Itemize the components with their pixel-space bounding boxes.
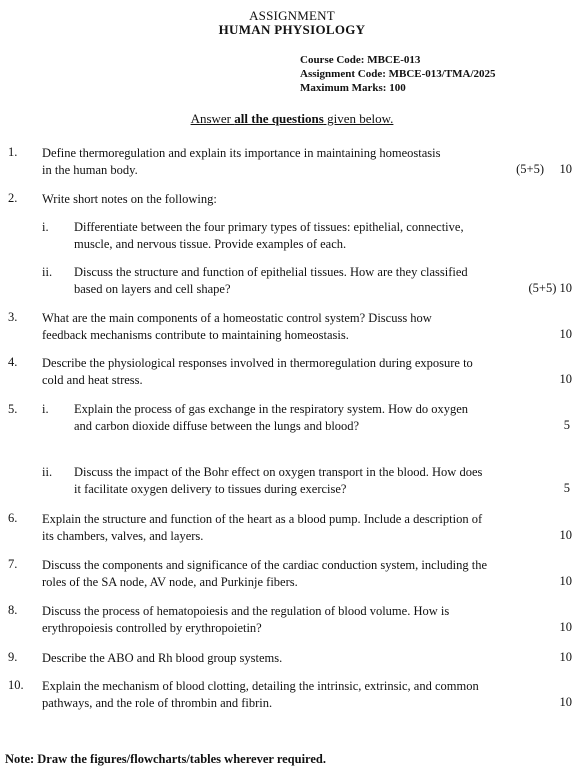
- question-number: 4.: [8, 355, 18, 369]
- question-5i-marks: 5: [563, 418, 570, 432]
- question-7-marks: 10: [559, 574, 572, 588]
- question-9-line1: Describe the ABO and Rh blood group systems.: [42, 651, 283, 665]
- question-3-marks: 10: [559, 327, 572, 341]
- question-9-marks: 10: [559, 650, 572, 664]
- subquestion-number: ii.: [42, 465, 53, 479]
- question-number: 10.: [8, 678, 24, 692]
- instruction: [0, 111, 584, 127]
- question-10-marks: 10: [559, 695, 572, 709]
- question-1-line2: in the human body.: [42, 163, 138, 177]
- course-title: HUMAN PHYSIOLOGY: [218, 22, 366, 37]
- question-10-line1: Explain the mechanism of blood clotting, detailing the intrinsic, extrinsic, and common: [42, 679, 479, 693]
- question-1-split: (5+5): [516, 162, 544, 176]
- question-6-line2: its chambers, valves, and layers.: [42, 529, 204, 543]
- question-5ii-line1: Discuss the impact of the Bohr effect on oxygen transport in the blood. How does: [74, 465, 483, 479]
- question-number: 9.: [8, 650, 18, 664]
- question-7-line1: Discuss the components and significance of the cardiac conduction system, including the: [42, 558, 488, 572]
- question-2-marks: (5+5) 10: [528, 281, 572, 295]
- instruction-post: given below.: [323, 111, 394, 126]
- footer-note: Note: Draw the figures/flowcharts/tables wherever required.: [5, 752, 327, 766]
- question-1-line1: Define thermoregulation and explain its importance in maintaining homeostasis: [42, 146, 441, 160]
- question-number: 8.: [8, 603, 18, 617]
- subquestion-number: i.: [42, 220, 49, 234]
- question-10-line2: pathways, and the role of thrombin and fibrin.: [42, 696, 273, 710]
- question-2-line1: Write short notes on the following:: [42, 192, 217, 206]
- assignment-code: Assignment Code: MBCE-013/TMA/2025: [300, 68, 496, 80]
- assignment-label: ASSIGNMENT: [249, 8, 335, 23]
- instruction-pre: Answer: [190, 111, 235, 126]
- question-4-line1: Describe the physiological responses involved in thermoregulation during exposure to: [42, 356, 473, 370]
- question-number: 6.: [8, 511, 18, 525]
- maximum-marks: Maximum Marks: 100: [300, 82, 406, 94]
- question-4-line2: cold and heat stress.: [42, 373, 143, 387]
- question-5ii-marks: 5: [563, 481, 570, 495]
- question-1-marks: 10: [559, 162, 572, 176]
- question-3-line2: feedback mechanisms contribute to maintaining homeostasis.: [42, 328, 349, 342]
- question-number: 3.: [8, 310, 18, 324]
- question-2i-line1: Differentiate between the four primary types of tissues: epithelial, connective,: [74, 220, 464, 234]
- instruction-bold: all the questions: [234, 111, 324, 126]
- question-5ii-line2: it facilitate oxygen delivery to tissues during exercise?: [74, 482, 347, 496]
- question-7-line2: roles of the SA node, AV node, and Purkinje fibers.: [42, 575, 298, 589]
- subquestion-number: ii.: [42, 265, 53, 279]
- question-number: 1.: [8, 145, 18, 159]
- question-8-line1: Discuss the process of hematopoiesis and the regulation of blood volume. How is: [42, 604, 450, 618]
- question-5i-line1: Explain the process of gas exchange in the respiratory system. How do oxygen: [74, 402, 468, 416]
- question-8-line2: erythropoiesis controlled by erythropoietin?: [42, 621, 262, 635]
- question-2ii-line1: Discuss the structure and function of epithelial tissues. How are they classified: [74, 265, 468, 279]
- question-8-marks: 10: [559, 620, 572, 634]
- course-code: Course Code: MBCE-013: [300, 54, 421, 66]
- question-6-line1: Explain the structure and function of the heart as a blood pump. Include a description of: [42, 512, 483, 526]
- subquestion-number: i.: [42, 402, 49, 416]
- question-3-line1: What are the main components of a homeostatic control system? Discuss how: [42, 311, 432, 325]
- question-2ii-line2: based on layers and cell shape?: [74, 282, 231, 296]
- question-6-marks: 10: [559, 528, 572, 542]
- question-5i-line2: and carbon dioxide diffuse between the lungs and blood?: [74, 419, 360, 433]
- question-4-marks: 10: [559, 372, 572, 386]
- question-number: 2.: [8, 191, 18, 205]
- question-number: 5.: [8, 402, 18, 416]
- question-2i-line2: muscle, and nervous tissue. Provide examples of each.: [74, 237, 347, 251]
- question-number: 7.: [8, 557, 18, 571]
